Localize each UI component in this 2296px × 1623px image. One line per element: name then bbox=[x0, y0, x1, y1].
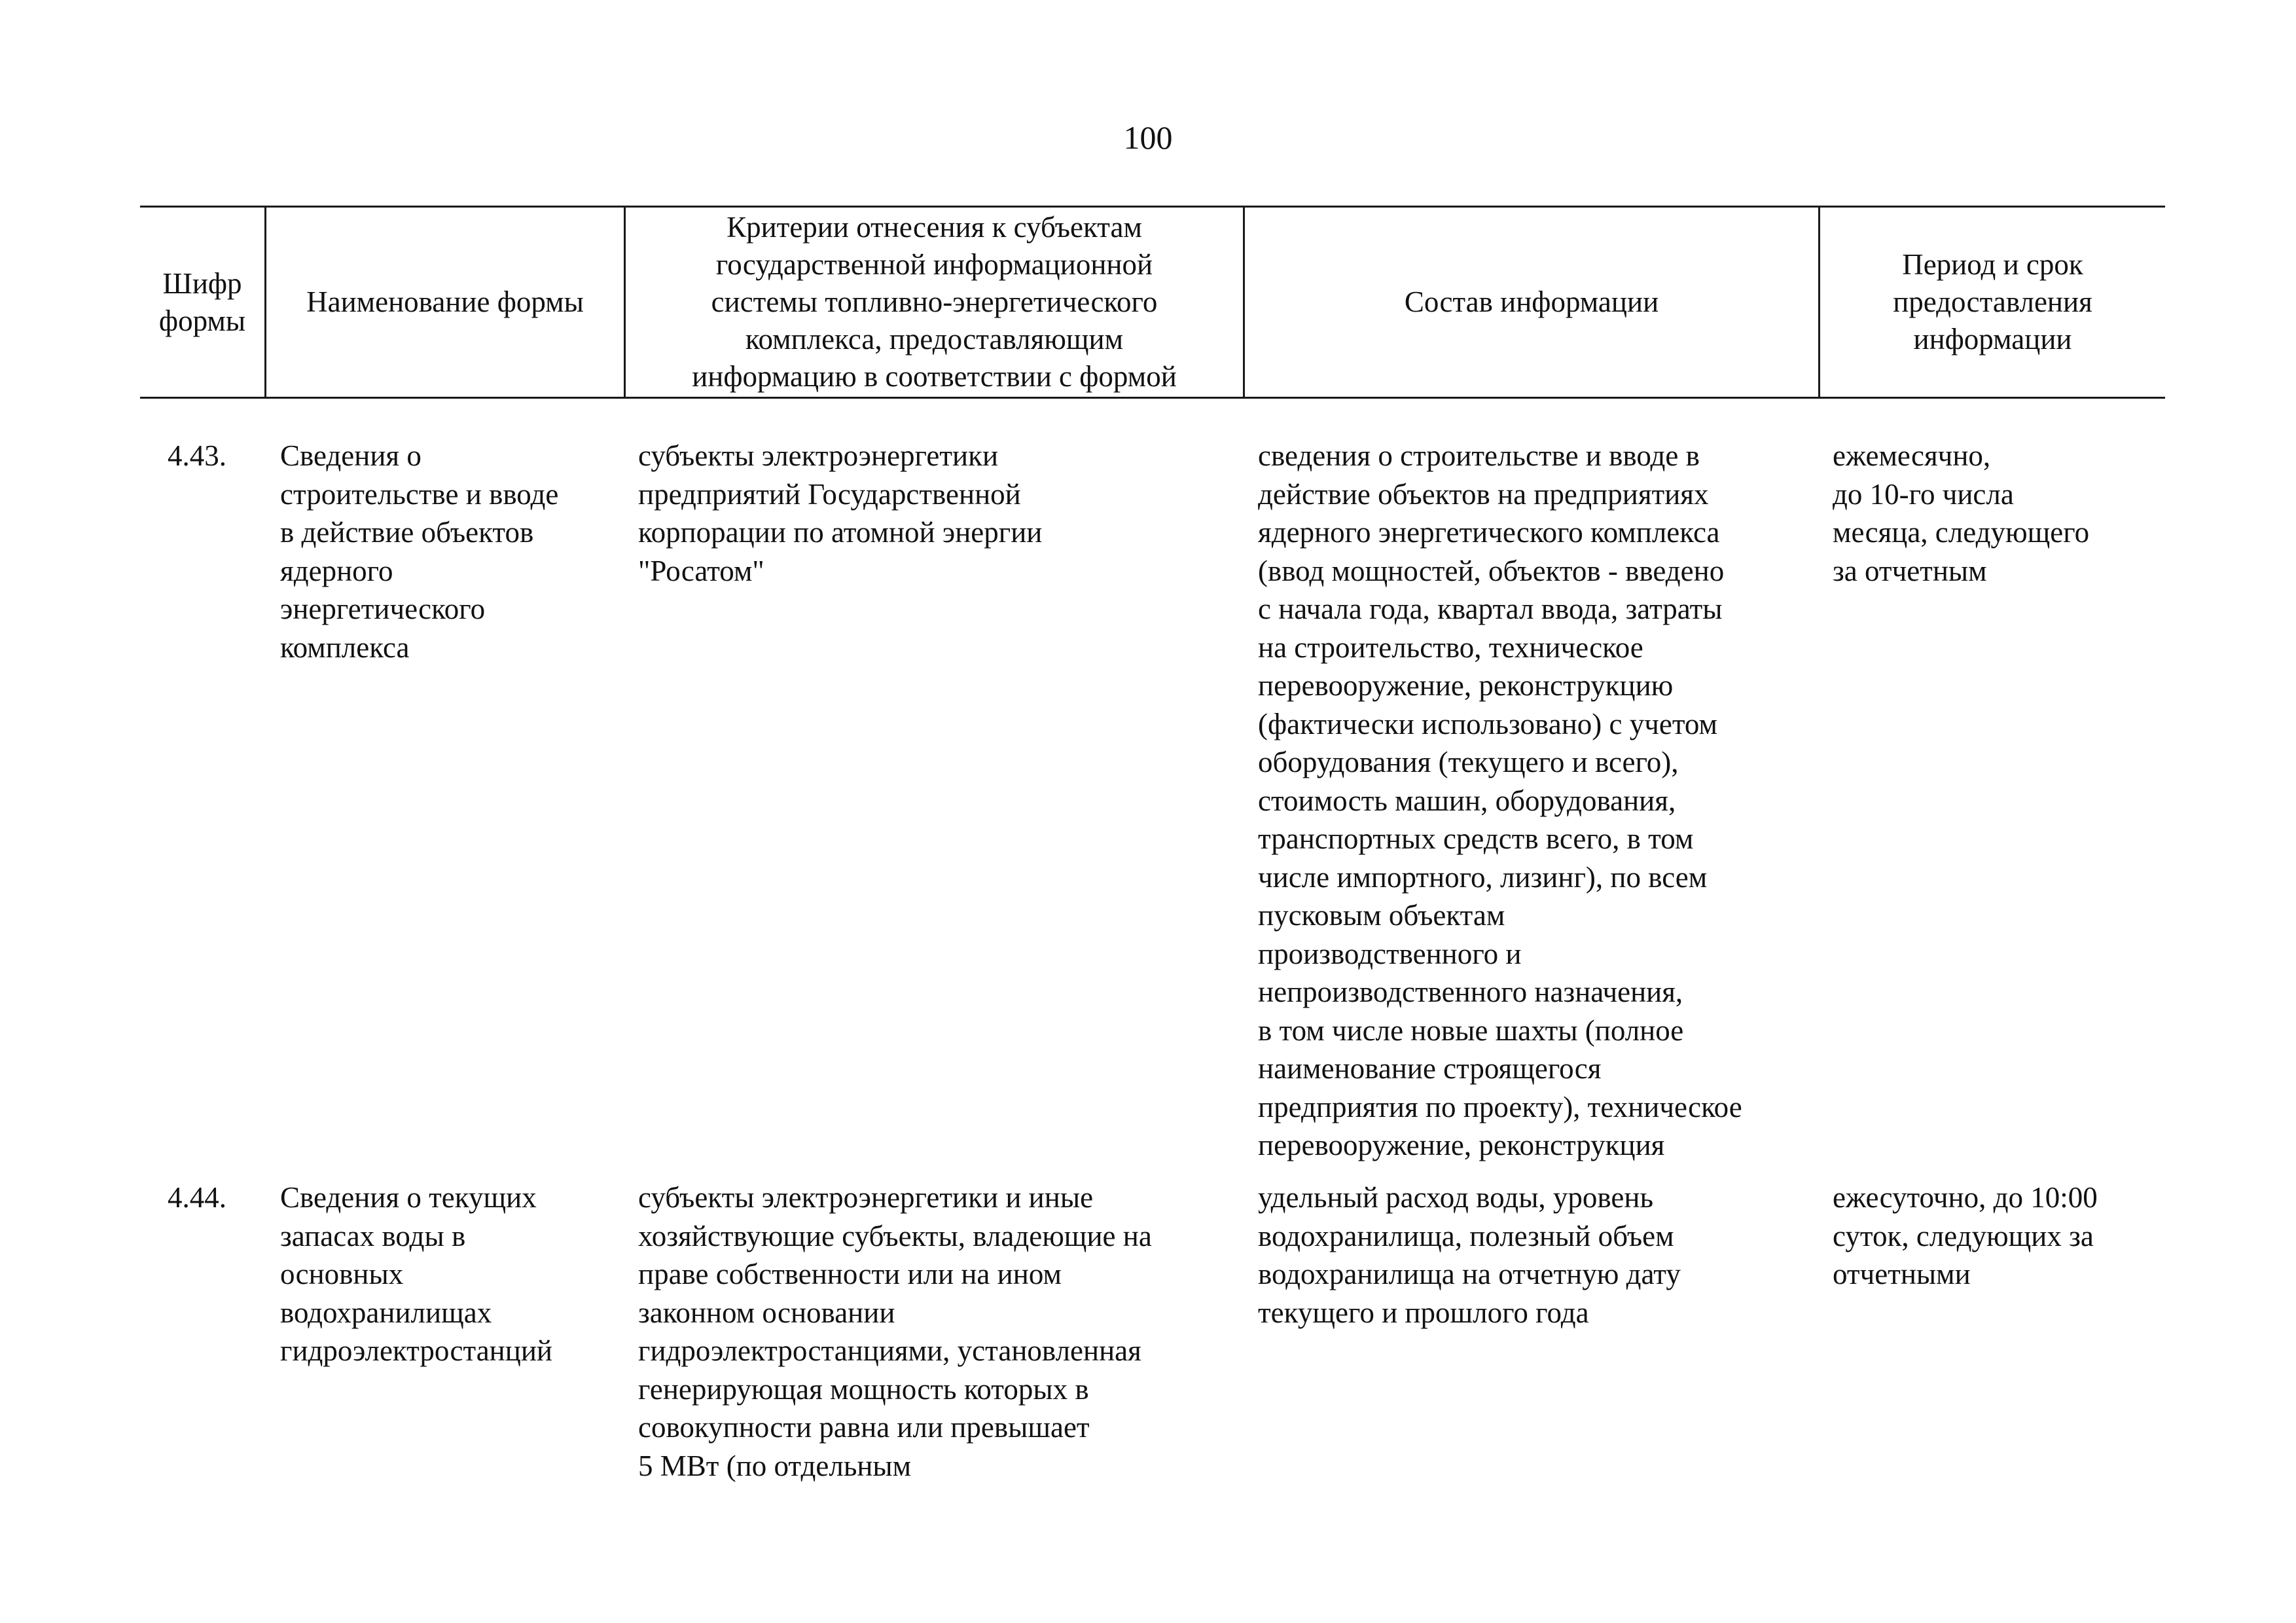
header-period: Период и срок предоставления информации bbox=[1893, 248, 2092, 356]
header-content: Состав информации bbox=[1404, 285, 1659, 318]
row-name: Сведения о текущих запасах воды в основных водохранилищах гидроэлектростанций bbox=[280, 1181, 553, 1367]
row-period: ежемесячно, до 10-го числа месяца, следующего за отчетным bbox=[1833, 439, 2090, 587]
row-content: сведения о строительстве и вводе в действие объектов на предприятиях ядерного энергетического комплекса (ввод мощностей, объектов - введено с начала года, квартал ввода, затраты на строительство, техническое перевооружение, реконструкцию (фактически использовано) с учетом оборудования (текущего и всего), стоимость машин, оборудования, транспортных средств всего, в том числе импортного, лизинг), по всем пусковым объектам производственного и непроизводственного назначения, в том числе новые шахты (полное наименование строящегося предприятия по проекту), техническое перевооружение, реконструкция bbox=[1258, 439, 1742, 1161]
row-criteria: субъекты электроэнергетики предприятий Государственной корпорации по атомной энергии "Росатом" bbox=[638, 439, 1043, 587]
row-period: ежесуточно, до 10:00 суток, следующих за отчетными bbox=[1833, 1181, 2098, 1290]
header-criteria: Критерии отнесения к субъектам государственной информационной системы топливно-энергетического комплекса, предоставляющим информацию в соответствии с формой bbox=[692, 211, 1177, 393]
row-code: 4.44. bbox=[168, 1181, 226, 1214]
header-name: Наименование формы bbox=[306, 285, 584, 318]
row-name: Сведения о строительстве и вводе в действие объектов ядерного энергетического комплекса bbox=[280, 439, 559, 664]
table-header-bottom-rule bbox=[140, 397, 2165, 399]
row-criteria: субъекты электроэнергетики и иные хозяйствующие субъекты, владеющие на праве собственности или на ином законном основании гидроэлектростанциями, установленная генерирующая мощность которых в совокупности равна или превышает 5 МВт (по отдельным bbox=[638, 1181, 1152, 1482]
row-code: 4.43. bbox=[168, 439, 226, 472]
row-content: удельный расход воды, уровень водохранилища, полезный объем водохранилища на отчетную дату текущего и прошлого года bbox=[1258, 1181, 1681, 1329]
header-code: Шифр формы bbox=[158, 266, 246, 337]
page-number: 100 bbox=[1123, 119, 1173, 156]
